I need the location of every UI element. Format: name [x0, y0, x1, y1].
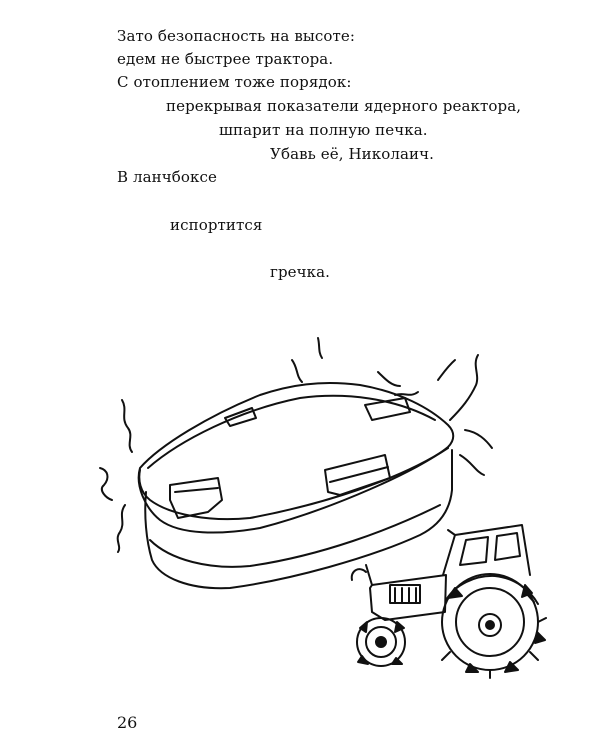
poem-line-6: Убавь её, Николаич.	[270, 145, 435, 163]
poem-line-5: шпарит на полную печка.	[219, 121, 428, 139]
poem-line-3: С отоплением тоже порядок:	[117, 73, 352, 91]
poem-line-2: едем не быстрее трактора.	[117, 50, 334, 68]
poem-line-7: В ланчбоксе	[117, 168, 217, 186]
tractor-drawing	[352, 525, 546, 678]
poem-line-9: гречка.	[270, 263, 331, 281]
poem-line-4: перекрывая показатели ядерного реактора,	[166, 97, 522, 115]
page-number: 26	[117, 713, 138, 732]
poem-line-1: Зато безопасность на высоте:	[117, 27, 356, 45]
lunchbox-drawing	[100, 338, 492, 588]
poem-line-8: испортится	[170, 216, 263, 234]
